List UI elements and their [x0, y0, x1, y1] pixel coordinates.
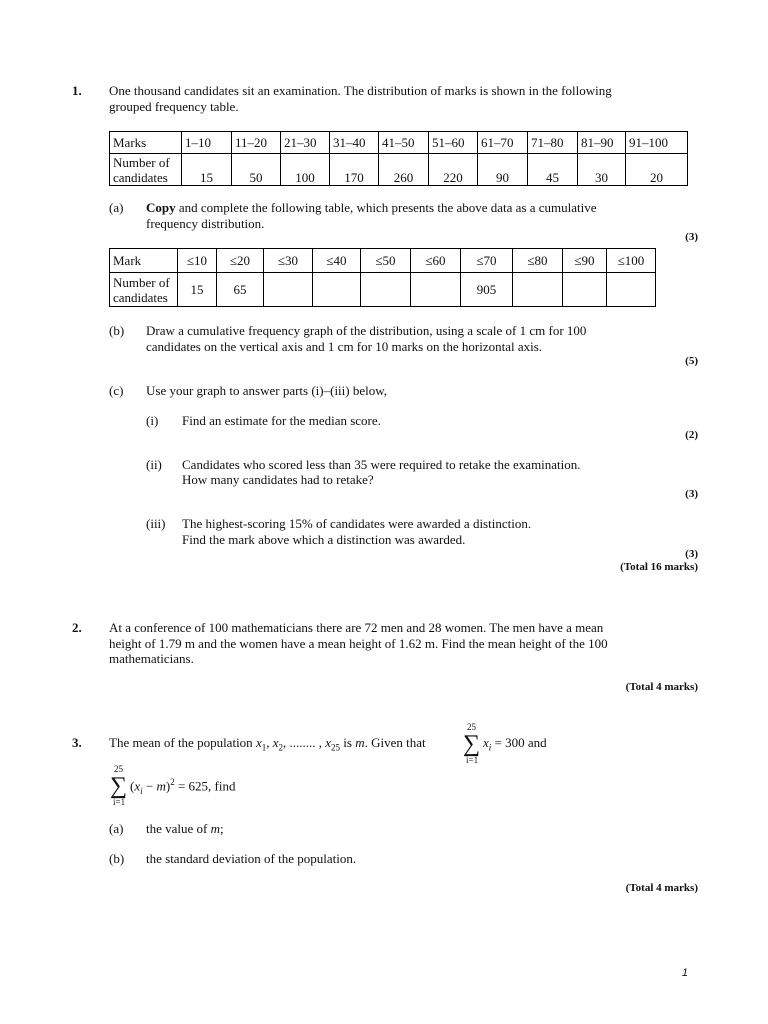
open-paren: ( [130, 778, 135, 794]
x-sub-2: 2 [278, 742, 283, 753]
part-c-i-label: (i) [146, 413, 159, 428]
q3-part-a-label: (a) [109, 821, 124, 836]
m-var: m [355, 735, 365, 750]
part-c-label: (c) [109, 383, 124, 398]
bound-cell: ≤70 [461, 249, 513, 273]
part-c-i-marks: (2) [685, 429, 698, 441]
i-sub: i [488, 742, 492, 753]
part-c-line-1: Use your graph to answer parts (i)–(iii) below, [146, 383, 388, 398]
q3-part-a-text [146, 821, 224, 837]
count-cell: 50 [232, 154, 281, 186]
cumulative-cell [361, 273, 411, 307]
sigma-symbol: ∑ [463, 731, 481, 757]
sum2-lower-limit: i=1 [113, 797, 126, 807]
question-1-intro-line-1: One thousand candidates sit an examination. The distribution of marks is shown in the following [109, 83, 612, 98]
page-number: 1 [681, 967, 688, 979]
sum1-lower-limit: i=1 [466, 755, 479, 765]
q3-part-a-end: ; [220, 821, 224, 836]
q3-part-a-prefix: the value of [146, 821, 211, 836]
candidates-header-cell [110, 154, 182, 186]
range-cell: 11–20 [232, 132, 281, 154]
bound-cell: ≤40 [313, 249, 361, 273]
cumulative-frequency-table [109, 248, 656, 307]
cumulative-cell [513, 273, 563, 307]
table-row [110, 154, 688, 186]
table-row [110, 132, 688, 154]
q3-part-b-label: (b) [109, 851, 125, 866]
range-cell: 21–30 [281, 132, 330, 154]
part-a-line-1 [146, 200, 597, 216]
cumulative-cell: 15 [178, 273, 217, 307]
part-a-line-2: frequency distribution. [146, 216, 265, 231]
candidates-header-cell [110, 273, 178, 307]
question-3-total: (Total 4 marks) [625, 882, 698, 894]
i-sub: i [140, 785, 143, 796]
part-c-i-line-1: Find an estimate for the median score. [182, 413, 381, 428]
q3-dots: , ........ , [283, 735, 326, 750]
cumulative-cell [563, 273, 607, 307]
candidates-header-line-2: candidates [113, 169, 168, 185]
question-2-number: 2. [72, 620, 82, 635]
part-a-marks: (3) [685, 231, 698, 243]
candidates-header-line-1: Number of [113, 274, 170, 290]
part-c-iii-line-1: The highest-scoring 15% of candidates were awarded a distinction. [182, 516, 532, 531]
close-paren: ) [165, 778, 171, 794]
part-c-iii-label: (iii) [146, 516, 166, 531]
question-2-total: (Total 4 marks) [625, 681, 698, 693]
cumulative-cell [607, 273, 656, 307]
sum2-rhs: = 625, find [174, 778, 236, 794]
part-c-ii-marks: (3) [685, 488, 698, 500]
x-sub-25: 25 [331, 742, 341, 753]
cumulative-cell [264, 273, 313, 307]
candidates-header-line-1: Number of [113, 154, 170, 170]
bound-cell: ≤80 [513, 249, 563, 273]
grouped-frequency-table [109, 131, 688, 186]
range-cell: 71–80 [528, 132, 578, 154]
m-var: m [156, 778, 166, 794]
cumulative-cell: 905 [461, 273, 513, 307]
bound-cell: ≤30 [264, 249, 313, 273]
x-var: x [255, 735, 262, 750]
m-var: m [210, 821, 221, 836]
range-cell: 61–70 [478, 132, 528, 154]
x-var: x [272, 735, 279, 750]
part-b-marks: (5) [685, 355, 698, 367]
sum2-upper-limit: 25 [114, 764, 123, 774]
part-b-line-1: Draw a cumulative frequency graph of the distribution, using a scale of 1 cm for 100 [146, 323, 587, 338]
part-b-label: (b) [109, 323, 125, 338]
part-a-label: (a) [109, 200, 124, 215]
count-cell: 45 [528, 154, 578, 186]
part-a-line-1-rest: and complete the following table, which presents the above data as a cumulative [175, 200, 597, 215]
question-2-line-2: height of 1.79 m and the women have a mean height of 1.62 m. Find the mean height of the 100 [109, 636, 608, 651]
sum2-expression [130, 777, 236, 796]
bound-cell: ≤50 [361, 249, 411, 273]
range-cell: 41–50 [379, 132, 429, 154]
mark-header-cell: Mark [110, 249, 178, 273]
question-3-number: 3. [72, 735, 82, 750]
sum1-expression [483, 735, 547, 753]
q3-given-text: . Given that [364, 735, 426, 750]
cumulative-cell [411, 273, 461, 307]
range-cell: 51–60 [429, 132, 478, 154]
part-b-line-2: candidates on the vertical axis and 1 cm for 10 marks on the horizontal axis. [146, 339, 543, 354]
bound-cell: ≤60 [411, 249, 461, 273]
cumulative-cell: 65 [217, 273, 264, 307]
count-cell: 30 [578, 154, 626, 186]
q3-part-b-text: the standard deviation of the population. [146, 851, 357, 866]
range-cell: 81–90 [578, 132, 626, 154]
part-c-iii-line-2: Find the mark above which a distinction was awarded. [182, 532, 466, 547]
sum1-rhs: = 300 and [491, 735, 547, 750]
bound-cell: ≤100 [607, 249, 656, 273]
x-var: x [483, 735, 489, 750]
count-cell: 100 [281, 154, 330, 186]
sum1-upper-limit: 25 [467, 722, 476, 732]
candidates-header-line-2: candidates [113, 289, 168, 305]
part-c-iii-marks: (3) [685, 548, 698, 560]
count-cell: 170 [330, 154, 379, 186]
question-1-number: 1. [72, 83, 82, 98]
count-cell: 20 [626, 154, 688, 186]
power-2: 2 [170, 777, 175, 787]
question-1-intro-line-2: grouped frequency table. [109, 99, 239, 114]
question-2-line-1: At a conference of 100 mathematicians there are 72 men and 28 women. The men have a mean [109, 620, 604, 635]
question-2-line-3: mathematicians. [109, 651, 194, 666]
table-row [110, 249, 656, 273]
table-row [110, 273, 656, 307]
bound-cell: ≤20 [217, 249, 264, 273]
sigma-symbol: ∑ [110, 773, 128, 799]
marks-header-cell: Marks [110, 132, 182, 154]
x-var: x [134, 778, 141, 794]
question-3-line-1: The mean of the population $x_1$, $x_2$, ........ , $x_{25}$ is m. Given that [109, 735, 426, 753]
q3-is-text: is [340, 735, 356, 750]
x-var: x [325, 735, 332, 750]
question-1-total: (Total 16 marks) [620, 561, 698, 573]
count-cell: 220 [429, 154, 478, 186]
part-c-ii-line-2: How many candidates had to retake? [182, 472, 374, 487]
minus-sign: − [142, 778, 157, 794]
bound-cell: ≤90 [563, 249, 607, 273]
count-cell: 260 [379, 154, 429, 186]
part-c-ii-label: (ii) [146, 457, 162, 472]
part-c-ii-line-1: Candidates who scored less than 35 were required to retake the examination. [182, 457, 581, 472]
copy-bold-word: Copy [146, 200, 176, 215]
bound-cell: ≤10 [178, 249, 217, 273]
cumulative-cell [313, 273, 361, 307]
range-cell: 1–10 [182, 132, 232, 154]
q3-text-prefix: The mean of the population [109, 735, 256, 750]
range-cell: 91–100 [626, 132, 688, 154]
count-cell: 90 [478, 154, 528, 186]
range-cell: 31–40 [330, 132, 379, 154]
count-cell: 15 [182, 154, 232, 186]
x-sub-1: 1 [261, 742, 267, 753]
